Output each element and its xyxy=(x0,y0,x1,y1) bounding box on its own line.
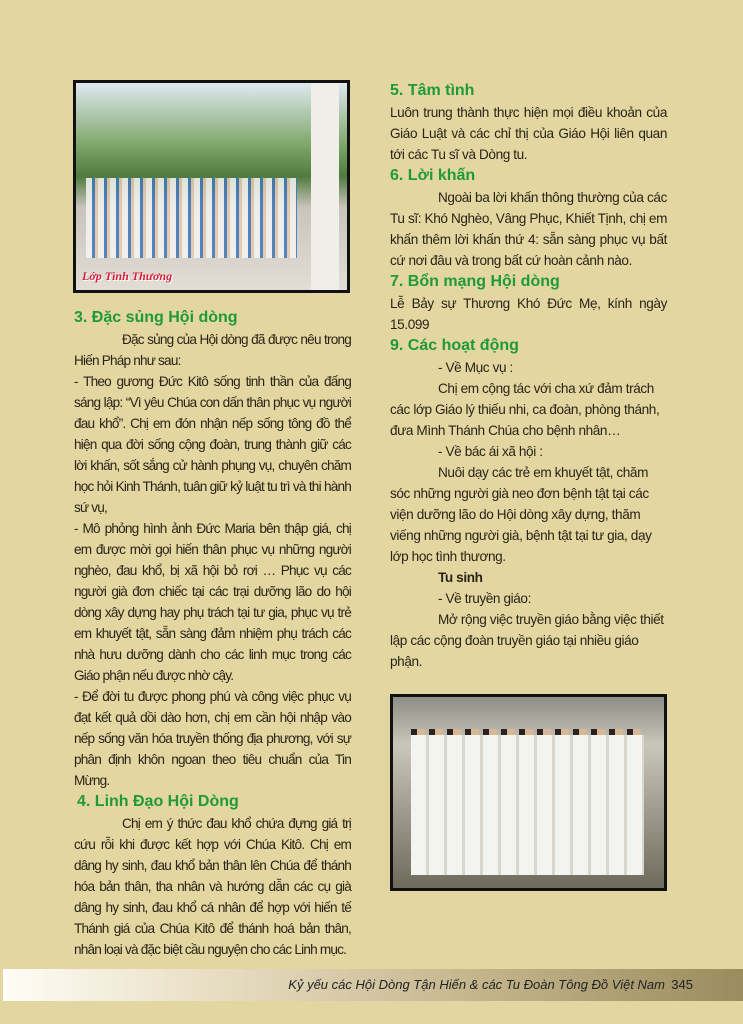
paragraph: Nuôi dạy các trẻ em khuyết tật, chăm sóc những người già neo đơn bệnh tật tại các viện dưỡng lão do Hội dòng xây dựng, thăm viếng những người già, bệnh tật tại tư gia, dạy lớp học tình thương. xyxy=(390,465,652,564)
paragraph: Mở rộng việc truyền giáo bằng việc thiết lập các cộng đoàn truyền giáo tại nhiều giáo phận. xyxy=(390,612,664,669)
page-number: 345 xyxy=(671,977,693,992)
paragraph: - Theo gương Đức Kitô sống tinh thần của đấng sáng lập: “Vì yêu Chúa con dấn thân phục vụ người đau khổ”. Chị em đón nhận nếp sống tông đồ thể hiện qua đời sống cộng đoàn, trung thành giữ các lời khấn, sốt sắng cử hành phụng vụ, chuyên chăm học hỏi Kinh Thánh, tuân giữ kỷ luật tu trì và thi hành sứ vụ, xyxy=(74,374,351,515)
section-5-title: 5. Tâm tình xyxy=(390,82,475,99)
right-column xyxy=(390,80,667,672)
section-6-title: 6. Lời khấn xyxy=(390,167,476,184)
section-7-title: 7. Bổn mạng Hội dòng xyxy=(390,273,560,290)
paragraph: Chị em cộng tác với cha xứ đảm trách các lớp Giáo lý thiếu nhi, ca đoàn, phòng thánh, đưa Mình Thánh Chúa cho bệnh nhân… xyxy=(390,381,660,438)
photo-caption: Lớp Tình Thương xyxy=(82,269,173,283)
paragraph: Luôn trung thành thực hiện mọi điều khoản của Giáo Luật và các chỉ thị của Giáo Hội liên quan tới các Tu sĩ và Dòng tu. xyxy=(390,105,667,162)
subheading-bold: Tu sinh xyxy=(438,570,483,585)
section-3-title: 3. Đặc sủng Hội dòng xyxy=(74,309,238,326)
photo-children xyxy=(86,178,297,258)
paragraph: Ngoài ba lời khấn thông thường của các Tu sĩ: Khó Nghèo, Vâng Phục, Khiết Tịnh, chị em khấn thêm lời khấn thứ 4: sẵn sàng phục vụ bất cứ nơi đâu và trong bất cứ hoàn cảnh nào. xyxy=(390,190,667,268)
footer-title: Kỷ yếu các Hội Dòng Tận Hiến & các Tu Đoàn Tông Đồ Việt Nam xyxy=(288,977,665,992)
subheading: - Về Mục vụ : xyxy=(438,360,513,375)
left-column xyxy=(74,307,351,960)
subheading: - Về bác ái xã hội : xyxy=(438,444,543,459)
paragraph: Đặc sủng của Hội dòng đã được nêu trong Hiến Pháp như sau: xyxy=(74,332,351,368)
section-9-title: 9. Các hoạt động xyxy=(390,337,519,354)
subheading: - Về truyền giáo: xyxy=(438,591,531,606)
paragraph: Chị em ý thức đau khổ chứa đựng giá trị cứu rỗi khi được kết hợp với Chúa Kitô. Chị em dâng hy sinh, đau khổ bản thân lên Chúa để thánh hóa bản thân, tha nhân và hướng dẫn các cụ già dâng hy sinh, đau khổ cá nhân để hợp với hiến tế Thánh giá của Chúa Kitô để thánh hoá bản thân, nhân loại và đặc biệt cầu nguyện cho các Linh mục. xyxy=(74,816,351,957)
photo-sisters-group xyxy=(390,694,667,891)
section-4-title: 4. Linh Đạo Hội Dòng xyxy=(77,793,239,810)
paragraph: Lễ Bảy sự Thương Khó Đức Mẹ, kính ngày 15.099 xyxy=(390,296,667,332)
page-footer xyxy=(3,969,743,1001)
paragraph: - Mô phỏng hình ảnh Đức Maria bên thập giá, chị em được mời gọi hiến thân phục vụ những người nghèo, đau khổ, bị xã hội bỏ rơi … Phục vụ các người già đơn chiếc tại các trại dưỡng lão do hội dòng xây dựng hay phụ trách tại tư gia, phục vụ trẻ em khuyết tật, sẵn sàng đảm nhiệm phụ trách các nhà hưu dưỡng dành cho các linh mục trong các Giáo phận nếu được nhờ cậy. xyxy=(74,521,351,683)
paragraph: - Để đời tu được phong phú và công việc phục vụ đạt kết quả dồi dào hơn, chị em cần hội nhập vào nếp sống văn hóa truyền thống địa phương, với sự phân định khôn ngoan theo tiêu chuẩn của Tin Mừng. xyxy=(74,689,351,788)
photo-pillar xyxy=(311,83,339,290)
photo-sisters xyxy=(411,735,644,875)
photo-children-class xyxy=(73,80,350,293)
